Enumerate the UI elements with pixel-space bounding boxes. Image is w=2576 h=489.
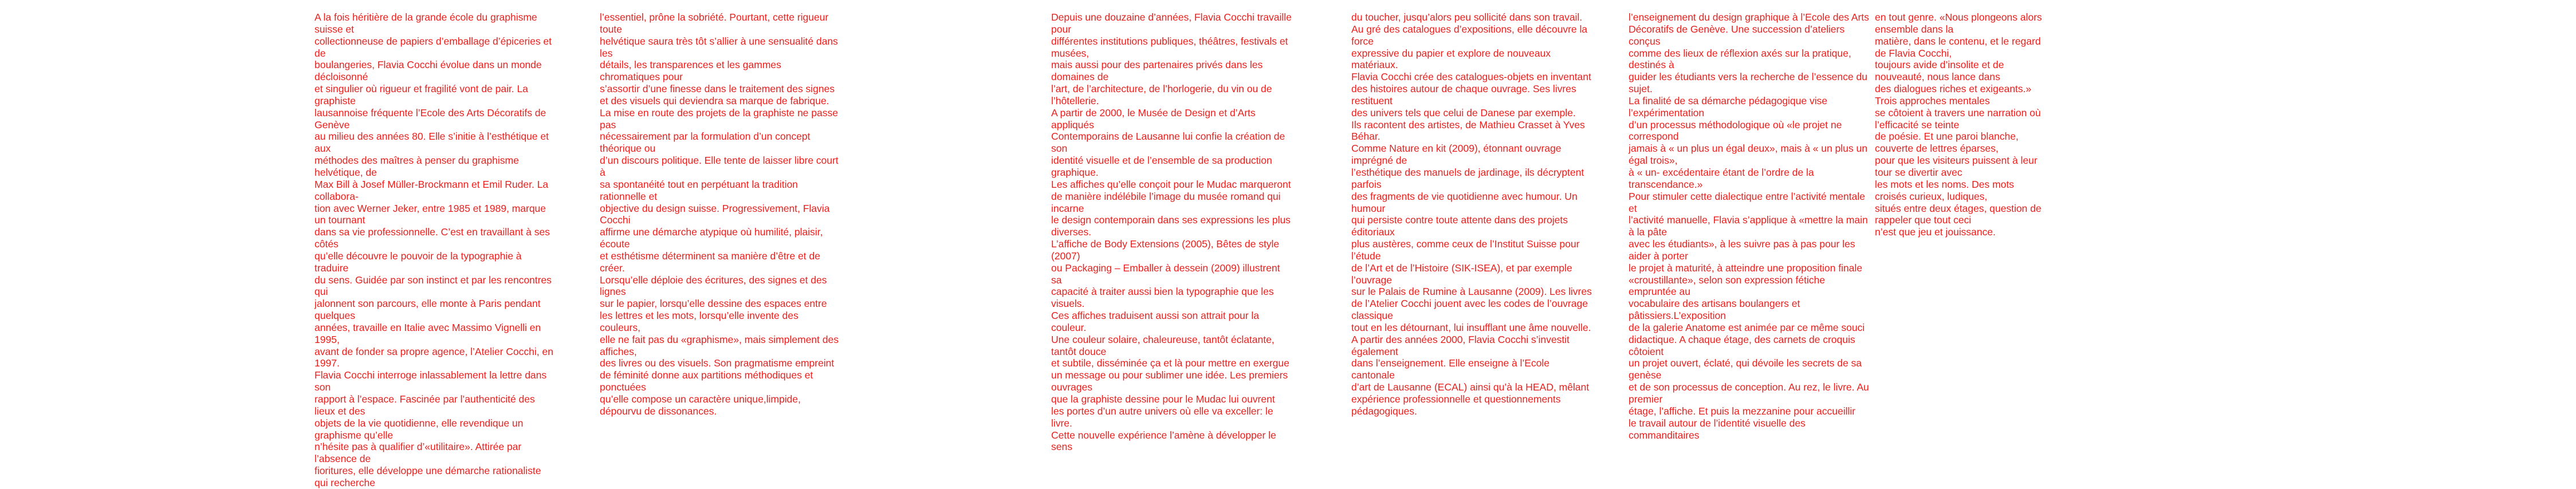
text-column-2: l’essentiel, prône la sobriété. Pourtant, cette rigueur toute helvétique saura très tôt s’allier à une sensualité dans les détails, les transparences et les gammes chromatiques pour s’assortir d’une finesse dans le traitement des signes et des visuels qui deviendra sa marque de fabrique. La mise en route des projets de la graphiste ne passe pas nécessairement par la formulation d’un concept théorique ou d’un discours politique. Elle tente de laisser libre court à sa spontanéité tout en perpétuant la tradition rationnelle et objective du design suisse. Progressivement, Flavia Cocchi affirme une démarche atypique où humilité, plaisir, écoute et esthétisme déterminent sa manière d’être et de créer. Lorsqu’elle déploie des écritures, des signes et des lignes sur le papier, lorsqu’elle dessine des espaces entre les lettres et les mots, lorsqu’elle invente des couleurs, elle ne fait pas du «graphisme», mais simplement des affiches, des livres ou des visuels. Son pragmatisme empreint de féminité donne aux partitions méthodiques et ponctuées qu’elle compose un caractère unique,limpide, dépourvu de dissonances. <box>600 11 839 417</box>
text-column-5: l’enseignement du design graphique à l’Ecole des Arts Décoratifs de Genève. Une succession d’ateliers conçus comme des lieux de réflexion axés sur la pratique, destinés à guider les étudiants vers la recherche de l’essence du sujet. La finalité de sa démarche pédagogique vise l’expérimentation d’un processus méthodologique où «le projet ne correspond jamais à « un plus un égal deux», mais à « un plus un égal trois», à « un- excédentaire étant de l’ordre de la transcendance.» Pour stimuler cette dialectique entre l’activité mentale et l’activité manuelle, Flavia s’applique à «mettre la main à la pâte avec les étudiants», à les suivre pas à pas pour les aider à porter le projet à maturité, à atteindre une proposition finale «croustillante», selon son expression fétiche empruntée au vocabulaire des artisans boulangers et pâtissiers.L’exposition de la galerie Anatome est animée par ce même souci didactique. A chaque étage, des carnets de croquis côtoient un projet ouvert, éclaté, qui dévoile les secrets de sa genèse et de son processus de conception. Au rez, le livre. Au premier étage, l’affiche. Et puis la mezzanine pour accueillir le travail autour de l’identité visuelle des commanditaires <box>1629 11 1869 441</box>
text-column-1: A la fois héritière de la grande école du graphisme suisse et collectionneuse de papiers d’emballage d’épiceries et de boulangeries, Flavia Cocchi évolue dans un monde décloisonné et singulier où rigueur et fragilité vont de pair. La graphiste lausannoise fréquente l’Ecole des Arts Décoratifs de Genève au milieu des années 80. Elle s’initie à l’esthétique et aux méthodes des maîtres à penser du graphisme helvétique, de Max Bill à Josef Müller-Brockmann et Emil Ruder. La collabora- tion avec Werner Jeker, entre 1985 et 1989, marque un tournant dans sa vie professionnelle. C’est en travaillant à ses côtés qu’elle découvre le pouvoir de la typographie à traduire du sens. Guidée par son instinct et par les rencontres qui jalonnent son parcours, elle monte à Paris pendant quelques années, travaille en Italie avec Massimo Vignelli en 1995, avant de fonder sa propre agence, l’Atelier Cocchi, en 1997. Flavia Cocchi interroge inlassablement la lettre dans son rapport à l’espace. Fascinée par l’authenticité des lieux et des objets de la vie quotidienne, elle revendique un graphisme qu’elle n’hésite pas à qualifier d’«utilitaire». Attirée par l’absence de fioritures, elle développe une démarche rationaliste qui recherche <box>314 11 553 488</box>
text-column-3: Depuis une douzaine d’années, Flavia Cocchi travaille pour différentes institutions publiques, théâtres, festivals et musées, mais aussi pour des partenaires privés dans les domaines de l’art, de l’architecture, de l’horlogerie, du vin ou de l’hôtellerie. A partir de 2000, le Musée de Design et d’Arts appliqués Contemporains de Lausanne lui confie la création de son identité visuelle et de l’ensemble de sa production graphique. Les affiches qu’elle conçoit pour le Mudac marqueront de manière indélébile l’image du musée romand qui incarne le design contemporain dans ses expressions les plus diverses. L’affiche de Body Extensions (2005), Bêtes de style (2007) ou Packaging – Emballer à dessein (2009) illustrent sa capacité à traiter aussi bien la typographie que les visuels. Ces affiches traduisent aussi son attrait pour la couleur. Une couleur solaire, chaleureuse, tantôt éclatante, tantôt douce et subtile, disséminée ça et là pour mettre en exergue un message ou pour sublimer une idée. Les premiers ouvrages que la graphiste dessine pour le Mudac lui ouvrent les portes d’un autre univers où elle va exceller: le livre. Cette nouvelle expérience l’amène à développer le sens <box>1051 11 1292 453</box>
text-column-4: du toucher, jusqu’alors peu sollicité dans son travail. Au gré des catalogues d’expositions, elle découvre la force expressive du papier et explore de nouveaux matériaux. Flavia Cocchi crée des catalogues-objets en inventant des histoires autour de chaque ouvrage. Ses livres restituent des univers tels que celui de Danese par exemple. Ils racontent des artistes, de Mathieu Crasset à Yves Béhar. Comme Nature en kit (2009), étonnant ouvrage imprégné de l’esthétique des manuels de jardinage, ils décryptent parfois des fragments de vie quotidienne avec humour. Un humour qui persiste contre toute attente dans des projets éditoriaux plus austères, comme ceux de l’Institut Suisse pour l’étude de l’Art et de l’Histoire (SIK-ISEA), et par exemple l’ouvrage sur le Palais de Rumine à Lausanne (2009). Les livres de l’Atelier Cocchi jouent avec les codes de l’ouvrage classique tout en les détournant, lui insufflant une âme nouvelle. A partir des années 2000, Flavia Cocchi s’investit également dans l’enseignement. Elle enseigne à l’Ecole cantonale d’art de Lausanne (ECAL) ainsi qu’à la HEAD, mêlant expérience professionnelle et questionnements pédagogiques. <box>1351 11 1592 417</box>
text-column-6: en tout genre. «Nous plongeons alors ensemble dans la matière, dans le contenu, et le regard de Flavia Cocchi, toujours avide d’insolite et de nouveauté, nous lance dans des dialogues riches et exigeants.» Trois approches mentales se côtoient à travers une narration où l’efficacité se teinte de poésie. Et une paroi blanche, couverte de lettres éparses, pour que les visiteurs puissent à leur tour se divertir avec les mots et les noms. Des mots croisés curieux, ludiques, situés entre deux étages, question de rappeler que tout ceci n’est que jeu et jouissance. <box>1875 11 2042 238</box>
